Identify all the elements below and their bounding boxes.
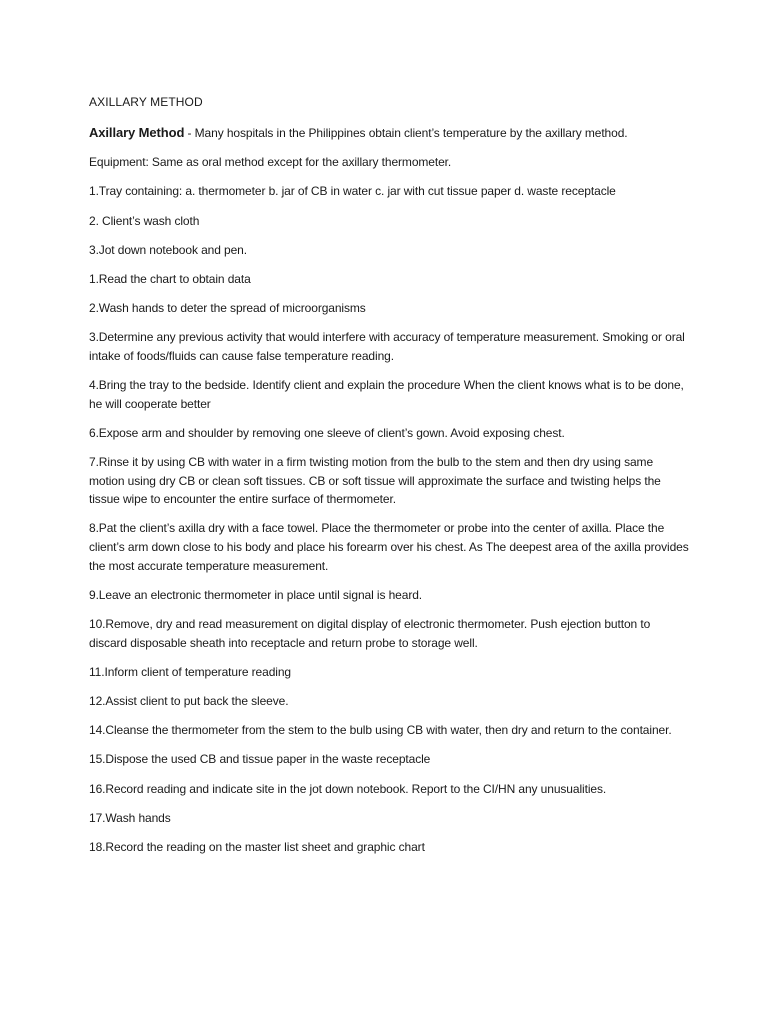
intro-paragraph — [89, 124, 689, 143]
paragraph: 9.Leave an electronic thermometer in place until signal is heard. — [89, 587, 423, 602]
paragraph: 18.Record the reading on the master list sheet and graphic chart — [89, 839, 425, 854]
paragraph: 8.Pat the client’s axilla dry with a face towel. Place the thermometer or probe into the center of axilla. Place the client’s arm down close to his body and place his forearm over his chest. As The deepest area of the axilla provides the most accurate temperature measurement. — [89, 521, 689, 573]
paragraph: Equipment: Same as oral method except for the axillary thermometer. — [89, 155, 452, 170]
paragraph: 11.Inform client of temperature reading — [89, 664, 291, 679]
intro-bold-term: Axillary Method — [89, 125, 185, 140]
paragraph: 16.Record reading and indicate site in the jot down notebook. Report to the CI/HN any unusualities. — [89, 781, 607, 796]
paragraph: 1.Tray containing: a. thermometer b. jar of CB in water c. jar with cut tissue paper d. waste receptacle — [89, 184, 616, 199]
paragraph: 3.Jot down notebook and pen. — [89, 242, 247, 257]
paragraph: 15.Dispose the used CB and tissue paper in the waste receptacle — [89, 752, 431, 767]
paragraph: 2.Wash hands to deter the spread of microorganisms — [89, 301, 366, 316]
document-page — [89, 95, 689, 867]
paragraph: 3.Determine any previous activity that would interfere with accuracy of temperature measurement. Smoking or oral intake of foods/fluids can cause false temperature reading. — [89, 330, 685, 363]
paragraph: 2. Client’s wash cloth — [89, 213, 200, 228]
paragraph: 12.Assist client to put back the sleeve. — [89, 693, 289, 708]
paragraph: 10.Remove, dry and read measurement on digital display of electronic thermometer. Push ejection button to discard disposable sheath into receptacle and return probe to storage well. — [89, 617, 651, 650]
paragraph: 4.Bring the tray to the bedside. Identify client and explain the procedure When the client knows what is to be done, he will cooperate better — [89, 378, 684, 411]
paragraph: 14.Cleanse the thermometer from the stem to the bulb using CB with water, then dry and return to the container. — [89, 723, 672, 738]
paragraph: 17.Wash hands — [89, 810, 171, 825]
paragraph: 1.Read the chart to obtain data — [89, 271, 251, 286]
paragraph: 6.Expose arm and shoulder by removing one sleeve of client’s gown. Avoid exposing chest. — [89, 425, 565, 440]
document-heading: AXILLARY METHOD — [89, 95, 203, 109]
intro-text: - Many hospitals in the Philippines obtain client’s temperature by the axillary method. — [184, 126, 628, 140]
paragraph: 7.Rinse it by using CB with water in a firm twisting motion from the bulb to the stem and then dry using same motion using dry CB or clean soft tissues. CB or soft tissue will approximate the surface and twisting helps the tissue wipe to encounter the entire surface of thermometer. — [89, 455, 661, 507]
